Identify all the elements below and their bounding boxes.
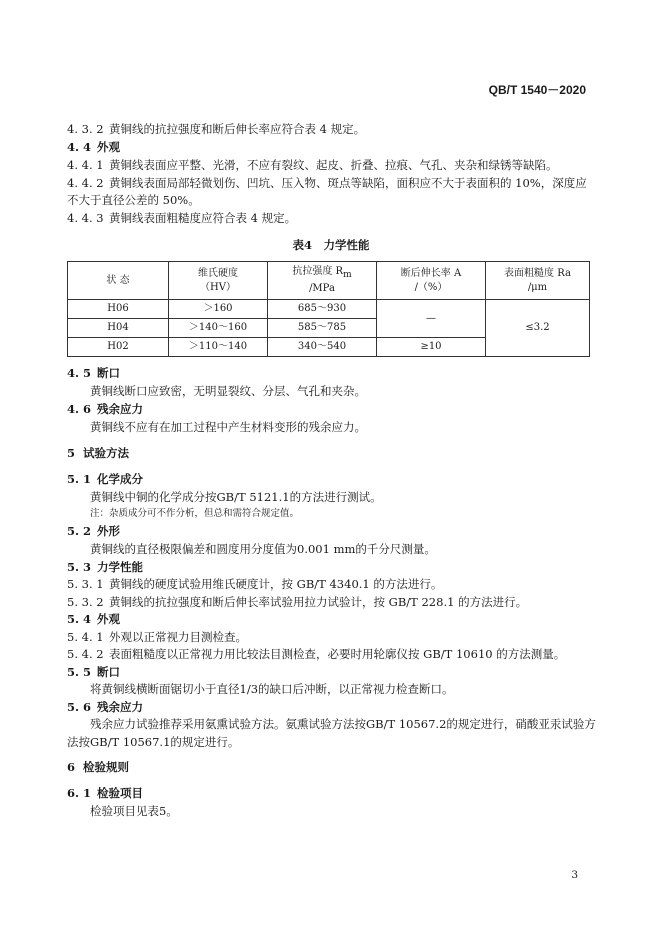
header-tensile-line2: /MPa [309, 283, 335, 294]
header-elongation [377, 262, 486, 300]
paragraph-5-1: 黄铜线中铜的化学成分按GB/T 5121.1的方法进行测试。 [90, 490, 382, 504]
clause-text: 黄铜线的硬度试验用维氏硬度计，按 GB/T 4340.1 的方法进行。 [109, 577, 443, 591]
clause-text: 黄铜线的抗拉强度和断后伸长率应符合表 4 规定。 [109, 122, 366, 136]
heading-6-1 [67, 786, 143, 800]
paragraph-5-6-continued: 法按GB/T 10567.1的规定进行。 [67, 735, 240, 749]
cell-state: H04 [68, 319, 169, 338]
page-number: 3 [571, 869, 578, 881]
table-caption: 表4 力学性能 [292, 238, 370, 252]
paragraph-6-1: 检验项目见表5。 [90, 804, 178, 818]
heading-6 [67, 760, 129, 774]
clause-number: 4. 4. 1 [67, 158, 104, 172]
header-tensile-subscript: m [343, 270, 352, 280]
heading-number: 6 [67, 760, 76, 774]
clause-text: 表面粗糙度以正常视力用比较法目测检查，必要时用轮廓仪按 GB/T 10610 的方法测量。 [109, 647, 566, 661]
heading-title: 外观 [97, 140, 120, 154]
heading-4-5 [67, 366, 120, 380]
heading-number: 5. 2 [67, 524, 92, 538]
heading-5-4 [67, 612, 120, 626]
cell-tensile: 685～930 [268, 300, 377, 319]
table-row [68, 300, 590, 319]
heading-title: 试验方法 [83, 446, 129, 460]
heading-title: 外观 [97, 612, 120, 626]
heading-title: 残余应力 [97, 402, 143, 416]
clause-4-4-3 [67, 211, 296, 225]
heading-number: 4. 4 [67, 140, 92, 154]
clause-text: 外观以正常视力目测检查。 [109, 630, 247, 644]
cell-tensile: 585～785 [268, 319, 377, 338]
heading-number: 4. 5 [67, 366, 92, 380]
clause-number: 4. 4. 2 [67, 176, 104, 190]
paragraph-5-6: 残余应力试验推荐采用氨熏试验方法。氨熏试验方法按GB/T 10567.2的规定进行，硝酸亚汞试验方 [90, 717, 596, 731]
heading-title: 断口 [97, 366, 120, 380]
cell-elongation-merged: — [377, 300, 486, 338]
paragraph-5-2: 黄铜线的直径极限偏差和圆度用分度值为0.001 mm的千分尺测量。 [90, 542, 436, 556]
heading-number: 5 [67, 446, 76, 460]
header-hardness-line2: （HV） [200, 281, 236, 293]
heading-title: 断口 [97, 665, 120, 679]
header-tensile-line1: 抗拉强度 R [292, 266, 344, 277]
clause-number: 4. 3. 2 [67, 122, 104, 136]
clause-4-3-2 [67, 122, 365, 136]
heading-5-5 [67, 665, 120, 679]
cell-state: H06 [68, 300, 169, 319]
clause-4-4-1 [67, 158, 558, 172]
clause-text: 黄铜线的抗拉强度和断后伸长率试验用拉力试验计，按 GB/T 228.1 的方法进行。 [109, 595, 528, 609]
heading-number: 4. 6 [67, 402, 92, 416]
clause-number: 5. 3. 1 [67, 577, 104, 591]
clause-text: 黄铜线表面应平整、光滑，不应有裂纹、起皮、折叠、拉痕、气孔、夹杂和绿锈等缺陷。 [109, 158, 558, 172]
header-roughness-line2: /μm [527, 281, 548, 293]
header-tensile [268, 262, 377, 300]
header-hardness-line1: 维氏硬度 [198, 267, 238, 279]
heading-5-1 [67, 472, 143, 486]
standard-number: QB/T 1540－2020 [488, 83, 586, 97]
header-elongation-line2: /（%） [414, 281, 448, 293]
header-hardness [169, 262, 268, 300]
heading-5-3 [67, 560, 143, 574]
heading-title: 力学性能 [97, 560, 143, 574]
table-header-row [68, 262, 590, 300]
heading-number: 5. 5 [67, 665, 92, 679]
note-5-1: 注：杂质成分可不作分析，但总和需符合规定值。 [90, 508, 300, 519]
header-roughness-line1: 表面粗糙度 Ra [504, 267, 571, 279]
cell-hardness: ＞160 [169, 300, 268, 319]
heading-title: 化学成分 [97, 472, 143, 486]
heading-title: 检验规则 [83, 760, 129, 774]
clause-5-4-2 [67, 647, 565, 661]
clause-text: 黄铜线表面粗糙度应符合表 4 规定。 [109, 211, 297, 225]
cell-elongation: ≥10 [377, 338, 486, 357]
heading-number: 5. 4 [67, 612, 92, 626]
clause-5-3-2 [67, 595, 527, 609]
cell-hardness: ＞140～160 [169, 319, 268, 338]
clause-number: 5. 4. 2 [67, 647, 104, 661]
cell-state: H02 [68, 338, 169, 357]
heading-title: 残余应力 [97, 700, 143, 714]
heading-number: 5. 3 [67, 560, 92, 574]
cell-hardness: ＞110～140 [169, 338, 268, 357]
heading-number: 5. 6 [67, 700, 92, 714]
heading-number: 5. 1 [67, 472, 92, 486]
header-state: 状 态 [68, 262, 169, 300]
clause-number: 5. 3. 2 [67, 595, 104, 609]
header-roughness [486, 262, 590, 300]
heading-4-6 [67, 402, 143, 416]
clause-4-4-2 [67, 176, 587, 190]
heading-title: 检验项目 [97, 786, 143, 800]
heading-5-6 [67, 700, 143, 714]
clause-number: 5. 4. 1 [67, 630, 104, 644]
clause-4-4-2-continued: 不大于直径公差的 50%。 [67, 193, 200, 207]
heading-5-2 [67, 524, 120, 538]
paragraph-4-5: 黄铜线断口应致密，无明显裂纹、分层、气孔和夹杂。 [90, 384, 366, 398]
clause-number: 4. 4. 3 [67, 211, 104, 225]
paragraph-4-6: 黄铜线不应有在加工过程中产生材料变形的残余应力。 [90, 420, 366, 434]
heading-4-4 [67, 140, 120, 154]
heading-title: 外形 [97, 524, 120, 538]
paragraph-5-5: 将黄铜线横断面锯切小于直径1/3的缺口后冲断，以正常视力检查断口。 [90, 682, 454, 696]
heading-5 [67, 446, 129, 460]
cell-tensile: 340～540 [268, 338, 377, 357]
header-elongation-line1: 断后伸长率 A [400, 267, 462, 279]
clause-5-3-1 [67, 577, 442, 591]
heading-number: 6. 1 [67, 786, 92, 800]
clause-5-4-1 [67, 630, 247, 644]
cell-roughness-merged: ≤3.2 [486, 300, 590, 357]
clause-text: 黄铜线表面局部轻微划伤、凹坑、压入物、斑点等缺陷，面积应不大于表面积的 10%，深度应 [109, 176, 587, 190]
mechanical-properties-table [67, 261, 590, 357]
